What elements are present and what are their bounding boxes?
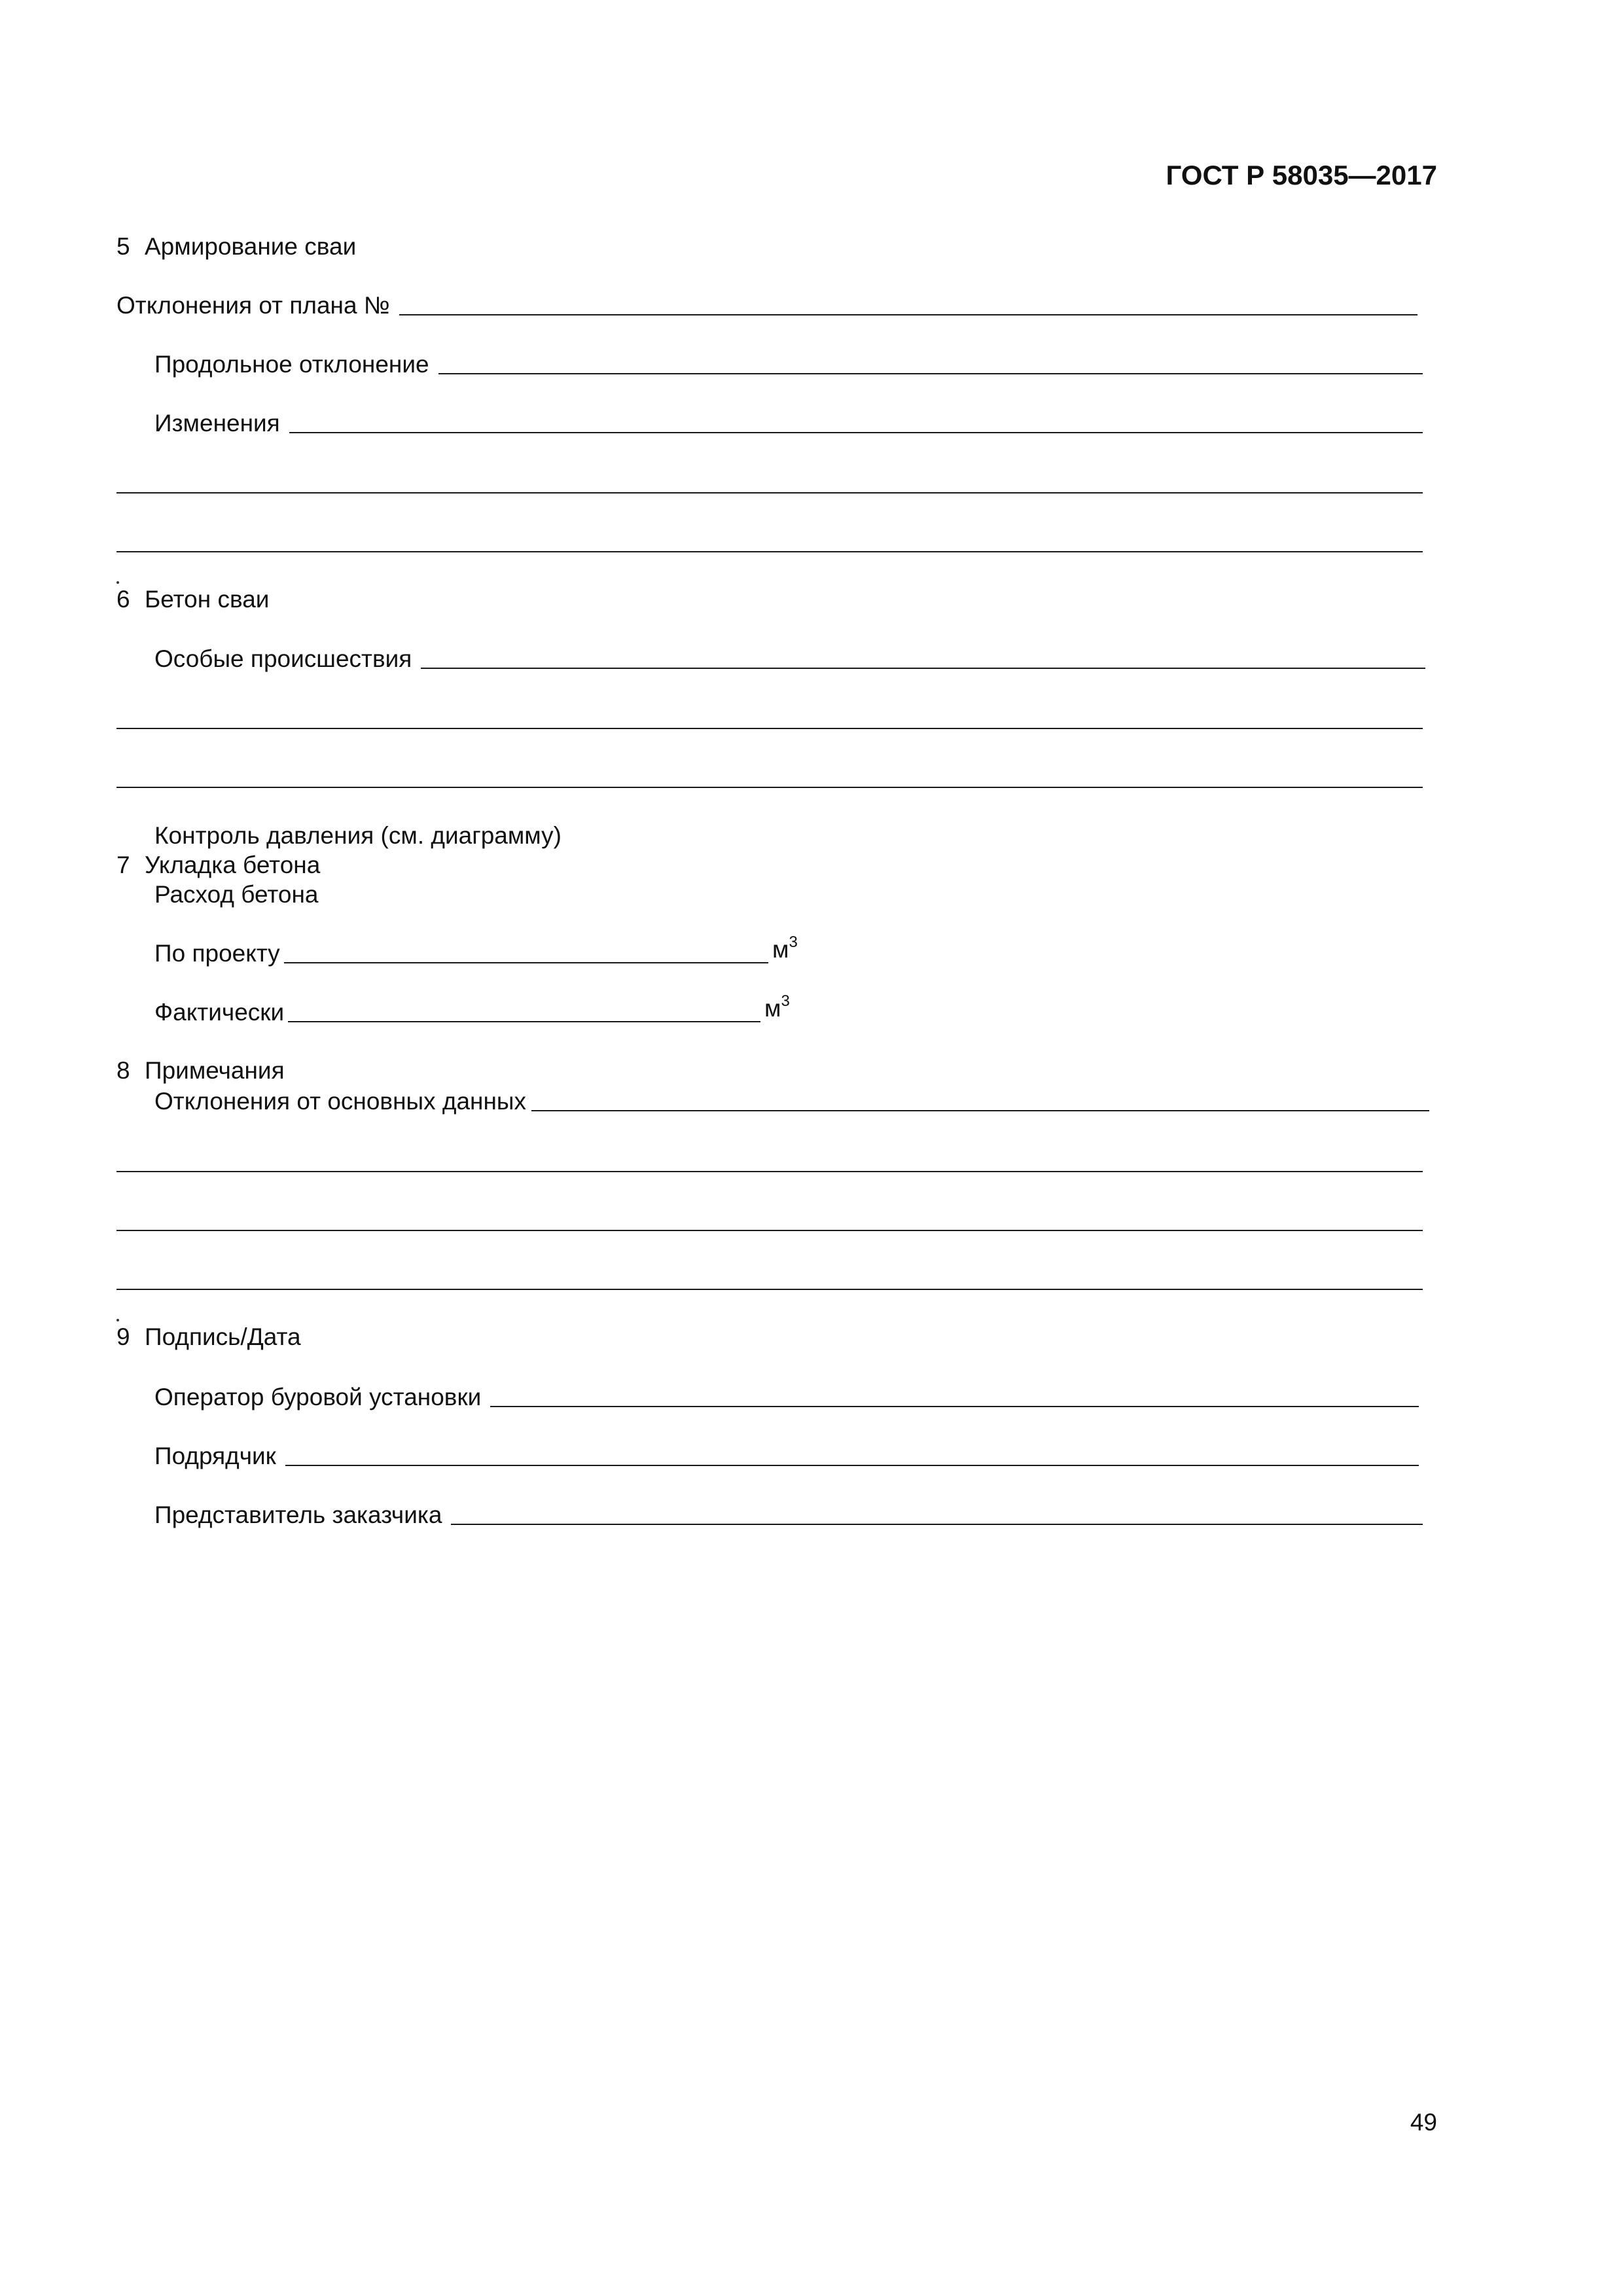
field-label: По проекту	[154, 940, 280, 967]
section-8-heading	[116, 1058, 285, 1083]
section-title: Бетон сваи	[145, 586, 270, 613]
customer-rep-field[interactable]	[154, 1501, 1423, 1529]
longitudinal-deviation-field[interactable]	[154, 351, 1423, 378]
unit-cubic-meter: $м^3$	[764, 992, 790, 1022]
fill-line[interactable]	[285, 1465, 1419, 1466]
fill-line[interactable]	[288, 1021, 760, 1022]
field-label: Представитель заказчика	[154, 1501, 442, 1528]
changes-field[interactable]	[154, 410, 1423, 437]
contractor-field[interactable]	[154, 1443, 1419, 1470]
field-label: Оператор буровой установки	[154, 1384, 482, 1410]
section-title: Подпись/Дата	[145, 1323, 301, 1350]
incidents-field[interactable]	[154, 645, 1425, 673]
fill-line[interactable]	[399, 314, 1418, 315]
fill-line[interactable]	[289, 432, 1423, 433]
blank-line[interactable]	[116, 492, 1423, 493]
section-title: Армирование сваи	[145, 233, 357, 260]
blank-line[interactable]	[116, 551, 1423, 552]
field-label: Отклонения от плана №	[116, 292, 390, 319]
section-number: 8	[116, 1057, 130, 1084]
section-7-heading	[116, 853, 320, 877]
fill-line[interactable]	[490, 1406, 1419, 1407]
section-title: Примечания	[145, 1057, 285, 1084]
section-title: Укладка бетона	[145, 852, 321, 878]
scan-mark	[116, 1319, 119, 1321]
document-code: ГОСТ Р 58035—2017	[1166, 160, 1437, 190]
field-label: Особые происшествия	[154, 645, 412, 672]
field-label: Фактически	[154, 999, 285, 1026]
section-6-heading	[116, 587, 269, 611]
fill-line[interactable]	[438, 373, 1423, 374]
by-design-field[interactable]	[154, 940, 768, 967]
fill-line[interactable]	[451, 1524, 1423, 1525]
scan-mark	[116, 581, 119, 584]
pressure-control-text: Контроль давления (см. диаграмму)	[154, 822, 562, 849]
drill-operator-field[interactable]	[154, 1384, 1419, 1411]
blank-line[interactable]	[116, 728, 1423, 729]
field-label: Подрядчик	[154, 1443, 276, 1469]
blank-line[interactable]	[116, 1171, 1423, 1172]
section-9-heading	[116, 1325, 301, 1349]
blank-line[interactable]	[116, 1289, 1423, 1290]
fill-line[interactable]	[531, 1110, 1429, 1111]
actual-field[interactable]	[154, 999, 760, 1026]
field-label: Продольное отклонение	[154, 351, 429, 378]
page-number: 49	[1410, 2109, 1437, 2136]
section-5-heading	[116, 234, 356, 259]
field-label: Отклонения от основных данных	[154, 1088, 527, 1115]
section-number: 6	[116, 586, 130, 613]
section-number: 9	[116, 1323, 130, 1350]
consumption-label: Расход бетона	[154, 881, 319, 908]
basic-data-deviations-field[interactable]	[154, 1088, 1429, 1115]
section-number: 7	[116, 852, 130, 878]
blank-line[interactable]	[116, 787, 1423, 788]
deviation-plan-field[interactable]	[116, 292, 1418, 319]
blank-line[interactable]	[116, 1230, 1423, 1231]
section-number: 5	[116, 233, 130, 260]
unit-cubic-meter: $м^3$	[772, 933, 798, 963]
fill-line[interactable]	[421, 668, 1425, 669]
field-label: Изменения	[154, 410, 280, 437]
fill-line[interactable]	[284, 962, 768, 963]
